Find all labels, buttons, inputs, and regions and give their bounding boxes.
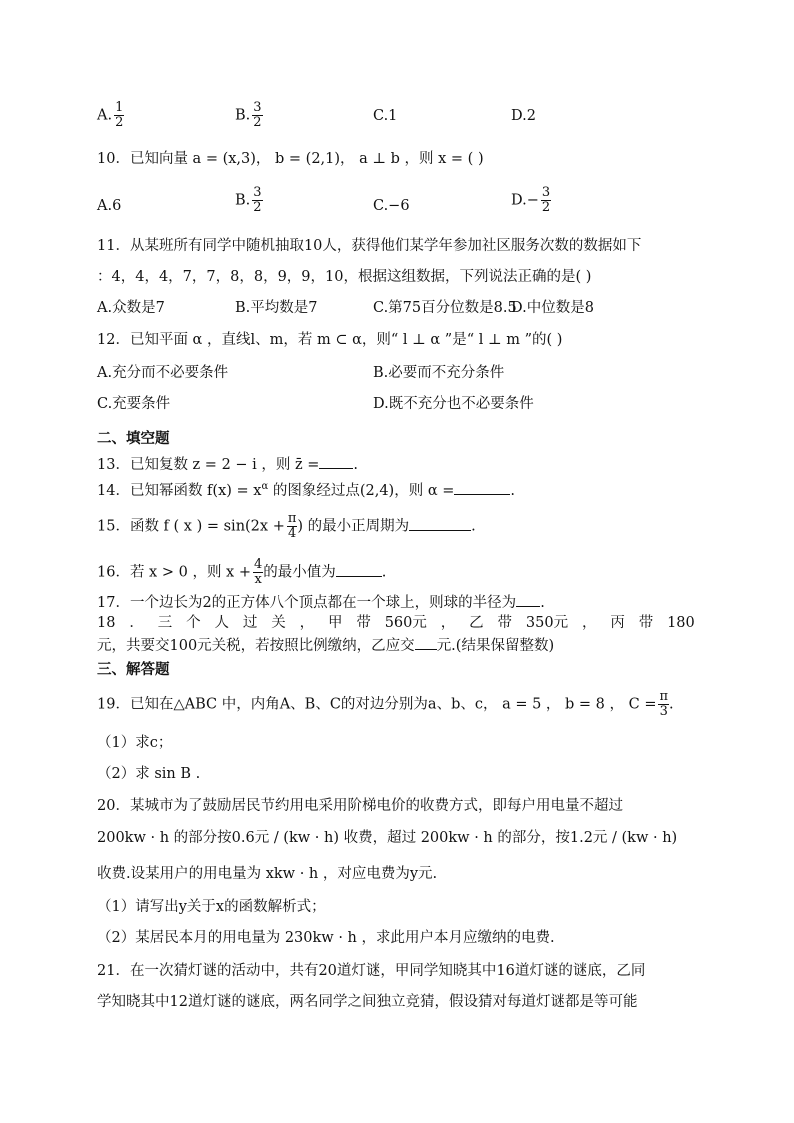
q10-stem: 10．已知向量 a = (x,3)， b = (2,1)， a ⊥ b ，则 x = ( ): [97, 151, 484, 167]
fraction: $\frac{3}{2}$: [541, 185, 551, 215]
q9-option-c: C.1: [373, 108, 398, 124]
fraction: $\frac{1}{2}$: [115, 100, 124, 130]
section-heading-solutions: 三、解答题: [97, 661, 170, 678]
q11-option-b: B.平均数是7: [235, 300, 318, 316]
q12-option-b: B.必要而不充分条件: [373, 365, 505, 381]
q17: 17．一个边长为2的正方体八个顶点都在一个球上，则球的半径为 .: [97, 592, 545, 613]
answer-blank: [516, 592, 540, 607]
fraction: $\frac{3}{2}$: [253, 100, 262, 130]
answer-blank: [336, 562, 382, 577]
q20-line2: 200kw · h 的部分按0.6元 / (kw · h) 收费，超过 200kw · h 的部分，按1.2元 / (kw · h): [97, 830, 678, 846]
q9-option-a: [97, 101, 124, 130]
fraction: $\frac{\pi}{4}$: [287, 511, 297, 541]
q19-stem: 19．已知在△ABC 中，内角A、B、C的对边分别为a、b、c， a = 5 ， b = 8 ， C = $\frac{\pi}{3}$ .: [97, 689, 674, 719]
q21-line1: 21．在一次猜灯谜的活动中，共有20道灯谜，甲同学知晓其中16道灯谜的谜底，乙同: [97, 963, 646, 979]
q11-option-d: D.中位数是8: [511, 300, 594, 316]
q20-line3: 收费.设某用户的用电量为 xkw · h ，对应电费为y元.: [97, 866, 438, 882]
q18-line1: 18 ． 三 个 人 过 关 ， 甲 带 560元 ， 乙 带 350元 ， 丙 带 180: [97, 615, 695, 631]
q14: 14．已知幂函数 $f(x) = x^\alpha$ 的图象经过点(2,4)，则 α = .: [97, 481, 515, 499]
q10-option-b: B. $\frac{3}{2}$: [235, 185, 262, 215]
q20-part2: （2）某居民本月的用电量为 230kw · h ，求此用户本月应缴纳的电费.: [97, 930, 555, 946]
fraction: $\frac{4}{x}$: [253, 557, 263, 587]
q11-option-c: C.第75百分位数是8.5: [373, 300, 517, 316]
q20-part1: （1）请写出y关于x的函数解析式；: [97, 899, 326, 915]
q10-option-d: D.− $\frac{3}{2}$: [511, 185, 551, 215]
q11-stem-line2: ：4，4，4，7，7，8，8，9，9，10，根据这组数据，下列说法正确的是( ): [97, 269, 592, 285]
fraction: $\frac{\pi}{3}$: [659, 689, 669, 719]
option-label: B.: [235, 107, 251, 124]
answer-blank: [454, 480, 510, 495]
q21-line2: 学知晓其中12道灯谜的谜底，两名同学之间独立竞猜，假设猜对每道灯谜都是等可能: [97, 994, 638, 1010]
section-heading-fill-in: 二、填空题: [97, 430, 170, 447]
q19-part2: （2）求 sin B .: [97, 766, 201, 782]
answer-blank: [409, 516, 471, 531]
answer-blank: [415, 635, 437, 650]
option-label: A.: [97, 107, 113, 124]
q20-line1: 20．某城市为了鼓励居民节约用电采用阶梯电价的收费方式，即每户用电量不超过: [97, 798, 623, 814]
q9-option-b: [235, 101, 263, 130]
q12-option-a: A.充分而不必要条件: [97, 365, 229, 381]
q12-option-c: C.充要条件: [97, 396, 171, 412]
q15: 15．函数 f ( x ) = sin(2x + $\frac{\pi}{4}$ ) 的最小正周期为 .: [97, 511, 476, 541]
q11-option-a: A.众数是7: [97, 300, 165, 316]
answer-blank: [319, 454, 353, 469]
q9-option-d: D.2: [511, 108, 536, 124]
q10-option-c: C.−6: [373, 198, 410, 214]
fraction: $\frac{3}{2}$: [253, 185, 262, 215]
q19-part1: （1）求c；: [97, 735, 173, 751]
q16: 16．若 x > 0 ，则 x + $\frac{4}{x}$ 的最小值为 .: [97, 557, 387, 587]
q10-option-a: A.6: [97, 198, 122, 214]
q13: 13．已知复数 z = 2 − i ，则 z̄ = .: [97, 454, 358, 475]
q12-option-d: D.既不充分也不必要条件: [373, 396, 534, 412]
q12-stem: 12．已知平面 α ，直线l、m，若 m ⊂ α，则“ l ⊥ α ”是“ l ⊥ m ”的( ): [97, 332, 563, 348]
q18-line2: 元，共要交100元关税，若按照比例缴纳，乙应交 元.(结果保留整数): [97, 635, 554, 656]
q11-stem-line1: 11．从某班所有同学中随机抽取10人，获得他们某学年参加社区服务次数的数据如下: [97, 238, 642, 254]
